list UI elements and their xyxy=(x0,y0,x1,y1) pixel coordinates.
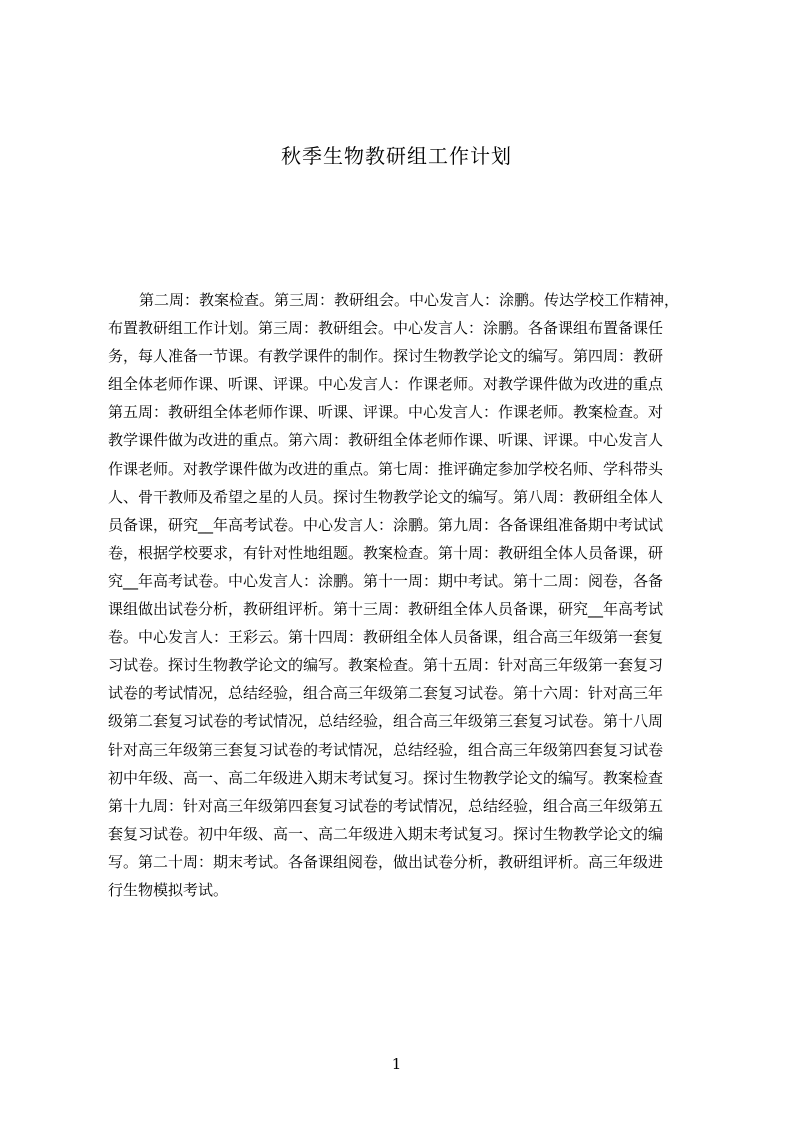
body-text xyxy=(108,286,698,904)
text-line: 作课老师。对教学课件做为改进的重点。第七周：推评确定参加学校名师、学科带头 xyxy=(108,459,664,478)
page-number: 1 xyxy=(391,1055,402,1073)
page-title: 秋季生物教研组工作计划 xyxy=(281,144,512,168)
text-line: 写。第二十周：期末考试。各备课组阅卷，做出试卷分析，教研组评析。高三年级进 xyxy=(108,852,664,871)
text-line: 习试卷。探讨生物教学论文的编写。教案检查。第十五周：针对高三年级第一套复习 xyxy=(108,656,664,675)
text-line: 人、骨干教师及希望之星的人员。探讨生物教学论文的编写。第八周：教研组全体人 xyxy=(108,487,664,506)
text-line: 卷。中心发言人：王彩云。第十四周：教研组全体人员备课，组合高三年级第一套复 xyxy=(108,628,664,647)
text-line: 布置教研组工作计划。第三周：教研组会。中心发言人：涂鹏。各备课组布置备课任 xyxy=(108,319,664,338)
text-line: 课组做出试卷分析，教研组评析。第十三周：教研组全体人员备课，研究__年高考试 xyxy=(108,600,664,619)
text-line: 究__年高考试卷。中心发言人：涂鹏。第十一周：期中考试。第十二周：阅卷，各备 xyxy=(108,571,664,590)
text-line: 第十九周：针对高三年级第四套复习试卷的考试情况，总结经验，组合高三年级第五 xyxy=(108,796,664,815)
text-line: 试卷的考试情况，总结经验，组合高三年级第二套复习试卷。第十六周：针对高三年 xyxy=(108,684,664,703)
text-line: 级第二套复习试卷的考试情况，总结经验，组合高三年级第三套复习试卷。第十八周 xyxy=(108,712,664,731)
text-line: 员备课，研究__年高考试卷。中心发言人：涂鹏。第九周：各备课组准备期中考试试 xyxy=(108,515,664,534)
text-line: 务，每人准备一节课。有教学课件的制作。探讨生物教学论文的编写。第四周：教研 xyxy=(108,347,664,366)
text-line: 教学课件做为改进的重点。第六周：教研组全体老师作课、听课、评课。中心发言人 xyxy=(108,431,664,450)
text-line: 卷，根据学校要求，有针对性地组题。教案检查。第十周：教研组全体人员备课，研 xyxy=(108,543,664,562)
text-line: 组全体老师作课、听课、评课。中心发言人：作课老师。对教学课件做为改进的重点 xyxy=(108,375,664,394)
text-line: 行生物模拟考试。 xyxy=(108,880,229,899)
text-line: 第二周：教案检查。第三周：教研组会。中心发言人：涂鹏。传达学校工作精神， xyxy=(139,291,680,309)
text-line: 第五周：教研组全体老师作课、听课、评课。中心发言人：作课老师。教案检查。对 xyxy=(108,403,664,422)
text-line: 套复习试卷。初中年级、高一、高二年级进入期末考试复习。探讨生物教学论文的编 xyxy=(108,824,664,843)
text-line: 初中年级、高一、高二年级进入期末考试复习。探讨生物教学论文的编写。教案检查 xyxy=(108,768,664,787)
text-line: 针对高三年级第三套复习试卷的考试情况，总结经验，组合高三年级第四套复习试卷 xyxy=(108,740,664,759)
